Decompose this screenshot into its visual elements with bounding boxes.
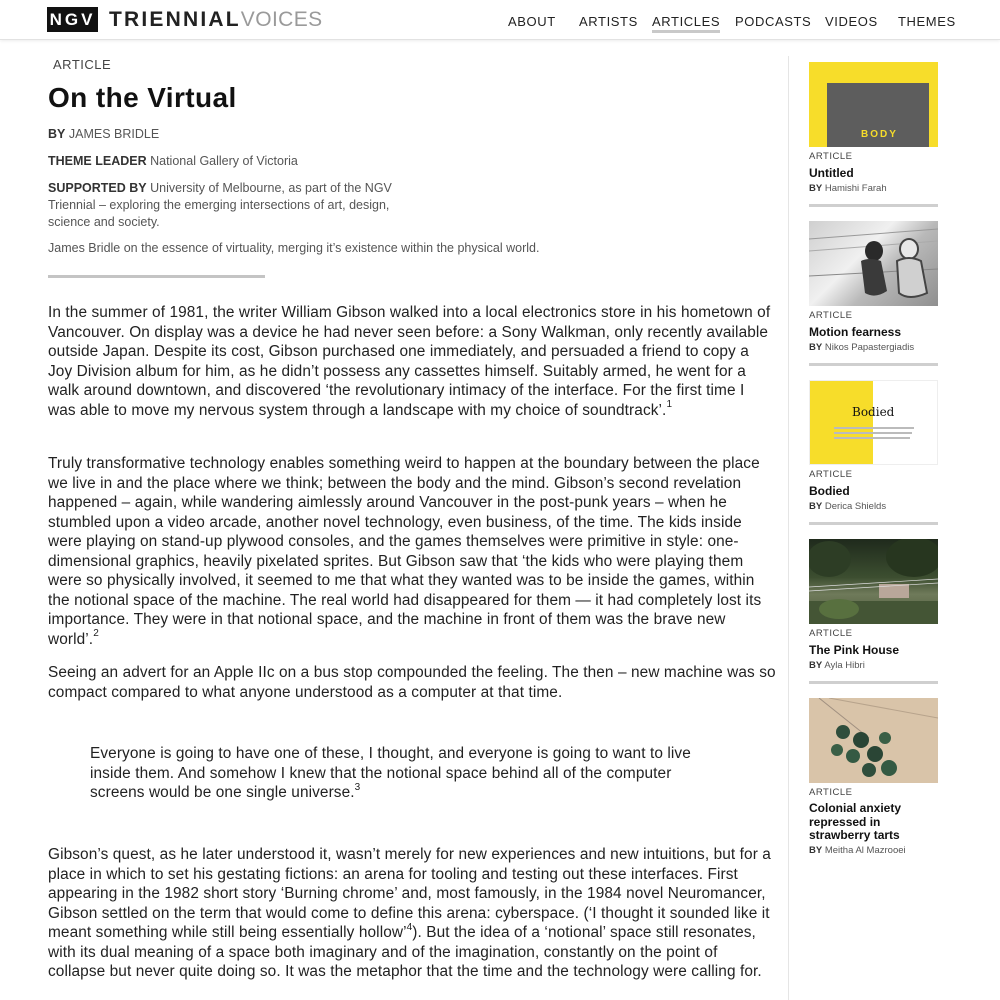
card-divider [809, 363, 938, 366]
card-image-body[interactable] [809, 62, 938, 147]
footnote-ref-4[interactable]: 4 [406, 921, 413, 933]
paragraph-text: Truly transformative technology enables something weird to happen at the boundary between the place we live in and the place where we think; between the body and the mind. Gibson’s second revelation happened – again, while wandering aimlessly around Vancouver in the post-punk years – when he stumbled upon a video arcade, another novel technology, even business, of the time. The kids inside were playing on stand-up plywood consoles, and the games themselves were primitive in style: one-dimensional graphics, heavily pixelated sprites. But Gibson saw that ‘the kids who were playing them were so physically involved, it seemed to me that what they wanted was to be inside the games, within the notional space of the machine. The real world had disappeared for them — it had completely lost its importance. They were in that notional space, and the machine in front of them was the brave new world’. [48, 455, 762, 648]
card-by-label: BY [809, 342, 823, 353]
supported-by [48, 180, 413, 231]
card-image-bodied[interactable] [809, 380, 938, 465]
card-author: Meitha Al Mazrooei [824, 845, 906, 856]
body-paragraph-4 [48, 845, 776, 982]
footnote-ref-2[interactable]: 2 [93, 628, 99, 640]
nav-themes[interactable]: THEMES [898, 14, 956, 29]
body-paragraph-3: Seeing an advert for an Apple IIc on a bus stop compounded the feeling. The then – new machine was so compact compared to what anyone understood as a computer at that time. [48, 664, 776, 701]
meta-divider [48, 275, 265, 278]
site-logo[interactable] [47, 7, 323, 32]
image-body-text: BODY [861, 129, 898, 140]
card-kicker: ARTICLE [809, 310, 853, 321]
by-label: BY [48, 127, 66, 141]
logo-voices-text: VOICES [240, 7, 323, 31]
image-text-line [834, 437, 910, 439]
paragraph-text: Gibson’s quest, as he later understood it, wasn’t merely for new experiences and new intuitions, but for a place in which to set his gestating fictions: an arena for tooling and testing out these interfaces. First appearing in the 1982 short story ‘Burning chrome’ and, most famously, in the 1984 novel Neuromancer, Gibson settled on the term that would come to define this arena: cyberspace. (‘I thought it sounded like it meant something while still being essentially hollow’ [48, 846, 771, 941]
image-text-line [834, 432, 912, 434]
figures-photo-icon [809, 221, 938, 306]
card-by-label: BY [809, 183, 823, 194]
card-divider [809, 681, 938, 684]
supported-by-label: SUPPORTED BY [48, 181, 147, 195]
theme-leader-value: National Gallery of Victoria [150, 154, 298, 168]
theme-leader-label: THEME LEADER [48, 154, 147, 168]
card-image-motion[interactable] [809, 221, 938, 306]
card-divider [809, 204, 938, 207]
card-author: Nikos Papastergiadis [824, 342, 915, 353]
ngv-logo-box: NGV [47, 7, 98, 32]
body-paragraph-1 [48, 303, 776, 420]
aerial-fields-photo-icon [809, 698, 938, 783]
footnote-ref-3[interactable]: 3 [354, 781, 361, 793]
card-by-label: BY [809, 660, 823, 671]
card-byline [809, 183, 887, 194]
paragraph-text: In the summer of 1981, the writer William Gibson walked into a local electronics store in his hometown of Vancouver. On display was a device he had never seen before: a Sony Walkman, only recently available outside Japan. Despite its cost, Gibson purchased one immediately, and persuaded a friend to copy a Joy Division album for him, as he didn’t possess any cassettes himself. Suitably armed, he went for a walk around downtown, and discovered ‘the revolutionary intimacy of the interface. For the first time I was able to move my nervous system through a landscape with my choice of soundtrack’. [48, 304, 771, 419]
nav-artists[interactable]: ARTISTS [579, 14, 638, 29]
card-kicker: ARTICLE [809, 787, 853, 798]
block-quote [90, 744, 730, 803]
author-name[interactable]: JAMES BRIDLE [68, 127, 160, 141]
card-title[interactable]: Untitled [809, 166, 854, 180]
card-by-label: BY [809, 845, 823, 856]
nav-about[interactable]: ABOUT [508, 14, 556, 29]
image-yellow-panel [810, 381, 873, 465]
nav-articles[interactable]: ARTICLES [652, 14, 721, 29]
logo-triennial-text: TRIENNIAL [109, 7, 241, 31]
card-kicker: ARTICLE [809, 151, 853, 162]
card-title[interactable]: Colonial anxiety repressed in strawberry tarts [809, 801, 902, 842]
image-text-line [834, 427, 914, 429]
garden-photo-icon [809, 539, 938, 624]
byline [48, 126, 159, 143]
article-kicker: ARTICLE [53, 57, 112, 72]
card-title[interactable]: Bodied [809, 484, 850, 498]
card-title[interactable]: Motion fearness [809, 325, 902, 339]
supported-by-value: University of Melbourne, as part of the NGV Triennial – exploring the emerging intersections of art, design, science and society. [48, 181, 392, 229]
image-bodied-text: Bodied [852, 405, 895, 419]
card-author: Derica Shields [824, 501, 887, 512]
card-kicker: ARTICLE [809, 469, 853, 480]
sidebar-divider [788, 56, 789, 1000]
card-byline [809, 845, 906, 856]
card-divider [809, 522, 938, 525]
nav-videos[interactable]: VIDEOS [825, 14, 878, 29]
card-image-colonial[interactable] [809, 698, 938, 783]
card-byline [809, 660, 865, 671]
standfirst: James Bridle on the essence of virtuality, merging it’s existence within the physical world. [48, 241, 540, 255]
card-byline [809, 342, 914, 353]
card-image-pink-house[interactable] [809, 539, 938, 624]
card-kicker: ARTICLE [809, 628, 853, 639]
card-author: Hamishi Farah [824, 183, 887, 194]
nav-podcasts[interactable]: PODCASTS [735, 14, 812, 29]
site-header [0, 0, 1000, 40]
card-by-label: BY [809, 501, 823, 512]
card-byline [809, 501, 886, 512]
quote-text: Everyone is going to have one of these, I thought, and everyone is going to want to live inside them. And somehow I knew that the notional space behind all of the computer screens would be one single universe. [90, 745, 691, 801]
card-title[interactable]: The Pink House [809, 643, 900, 657]
footnote-ref-1[interactable]: 1 [666, 399, 673, 411]
card-author: Ayla Hibri [824, 660, 865, 671]
theme-leader [48, 153, 298, 170]
paragraph-text: ). But the idea of a ‘notional’ space still resonates, with its dual meaning of a space both imaginary and of the imagination, constantly on the point of collapse but never quite doing so. It was the metaphor that the time and the technology were calling for. [48, 924, 762, 980]
page-title: On the Virtual [48, 82, 237, 113]
body-paragraph-2 [48, 454, 776, 649]
